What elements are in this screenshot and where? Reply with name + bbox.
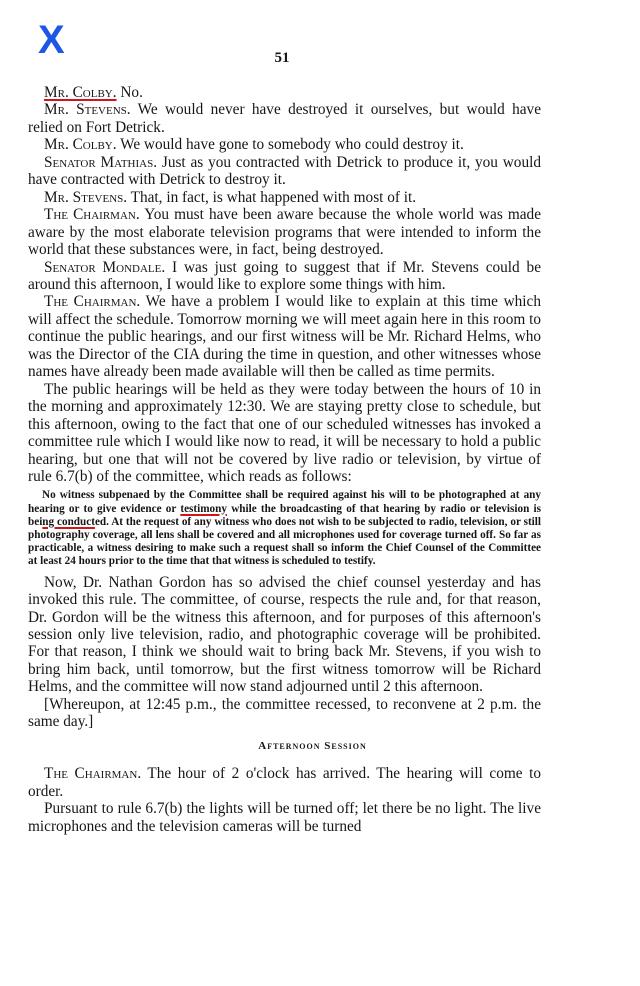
speaker-name: Mr. Stevens. bbox=[44, 188, 128, 206]
rule-quote-text bbox=[28, 489, 541, 568]
paragraph bbox=[28, 696, 541, 731]
session-heading: Afternoon Session bbox=[258, 739, 367, 752]
paragraph-text: The public hearings will be held as they were today between the hours of 10 in the morning and approximately 12:30. We are staying pretty close to schedule, but this afternoon, owing to the fact that one of our scheduled witnesses has invoked a committee rule which I would like now to read, it will be necessary to hold a public hearing, but one that will not be covered by live radio or television, by virtue of rule 6.7(b) of the committee, which reads as follows: bbox=[28, 380, 541, 485]
annotation-x-mark: X bbox=[38, 18, 65, 62]
paragraph-text: You must have been aware because the whole world was made aware by the most elaborate television programs that were intended to inform the world that these substances were, in fact, being destroyed. bbox=[28, 206, 541, 259]
paragraph-text: That, in fact, is what happened with most of it. bbox=[127, 188, 417, 206]
paragraph-text: We would never have destroyed it ourselves, but would have relied on Fort Detrick. bbox=[28, 101, 541, 136]
quote-segment: while the broadcasting of that hearing by radio or television is bei bbox=[28, 502, 541, 528]
speaker-name: Senator Mathias. bbox=[44, 153, 158, 171]
paragraph bbox=[28, 206, 541, 258]
speaker-name: Mr. Colby. bbox=[44, 84, 117, 101]
speaker-name: Mr. Stevens. bbox=[44, 101, 131, 119]
paragraph bbox=[28, 765, 541, 800]
rule-quote bbox=[28, 489, 541, 568]
quote-underlined: testimony bbox=[180, 502, 227, 515]
paragraph-text: Pursuant to rule 6.7(b) the lights will be turned off; let there be no light. The live microphones and the television cameras will be turned bbox=[28, 800, 541, 835]
paragraph bbox=[28, 84, 541, 101]
paragraph bbox=[28, 574, 541, 696]
speaker-name: The Chairman. bbox=[44, 206, 140, 224]
paragraph bbox=[28, 293, 541, 380]
paragraph-text: Now, Dr. Nathan Gordon has so advised the chief counsel yesterday and has invoked this rule. The committee, of course, respects the rule and, for that reason, Dr. Gordon will be the witness this afternoon, and for purposes of this afternoon's session only live television, radio, and photographic coverage will be prohibited. For that reason, I think we should wait to bring back Mr. Stevens, if you wish to bring him back, until tomorrow, but the first witness tomorrow will be Richard Helms, and the committee will now stand adjourned until 2 this afternoon. bbox=[28, 573, 541, 696]
quote-segment: No witness subpenaed by the Committee shall be required against his will to be photographed at any hearing or to give evidence or bbox=[28, 489, 541, 515]
paragraph bbox=[28, 101, 541, 136]
paragraph-text: We would have gone to somebody who could destroy it. bbox=[116, 136, 464, 154]
paragraph bbox=[28, 259, 541, 294]
paragraph-text: Just as you contracted with Detrick to produce it, you would have contracted with Detrick to destroy it. bbox=[28, 153, 542, 189]
paragraph-text: No. bbox=[116, 84, 143, 101]
transcript-body bbox=[28, 84, 541, 835]
paragraph bbox=[28, 154, 541, 189]
paragraph-text: I was just going to suggest that if Mr. Stevens could be around this afternoon, I would like to explore some things with him. bbox=[28, 258, 541, 293]
paragraph-text: We have a problem I would like to explain at this time which will affect the schedule. Tomorrow morning we will meet again here in this room to continue the public hearings, and our first witness will be Mr. Richard Helms, who was the Director of the CIA during the time in question, and other witnesses whose names have already been made available will then be called as time permits. bbox=[28, 293, 541, 381]
paragraph-text: [Whereupon, at 12:45 p.m., the committee recessed, to reconvene at 2 p.m. the same day.] bbox=[28, 695, 541, 731]
speaker-name: The Chairman. bbox=[44, 293, 141, 311]
speaker-name: The Chairman. bbox=[44, 765, 142, 783]
speaker-name: Mr. Colby. bbox=[44, 136, 117, 154]
page-number: 51 bbox=[274, 50, 290, 66]
paragraph bbox=[28, 136, 541, 153]
quote-underlined: ng conduct bbox=[42, 515, 95, 528]
paragraph bbox=[28, 189, 541, 206]
quote-segment: ed. At the request of any witness who does not wish to be subjected to radio, television, or still photography coverage, all lens shall be covered and all microphones used for coverage turned off. So far as practicable, a witness desiring to make such a request shall so inform the Chief Counsel of the Committee at least 24 hours prior to the time that that witness is scheduled to testify. bbox=[28, 515, 542, 568]
speaker-name: Senator Mondale. bbox=[44, 258, 166, 276]
paragraph bbox=[28, 381, 541, 486]
paragraph-text: The hour of 2 o'clock has arrived. The hearing will come to order. bbox=[28, 765, 541, 800]
paragraph bbox=[28, 800, 541, 835]
